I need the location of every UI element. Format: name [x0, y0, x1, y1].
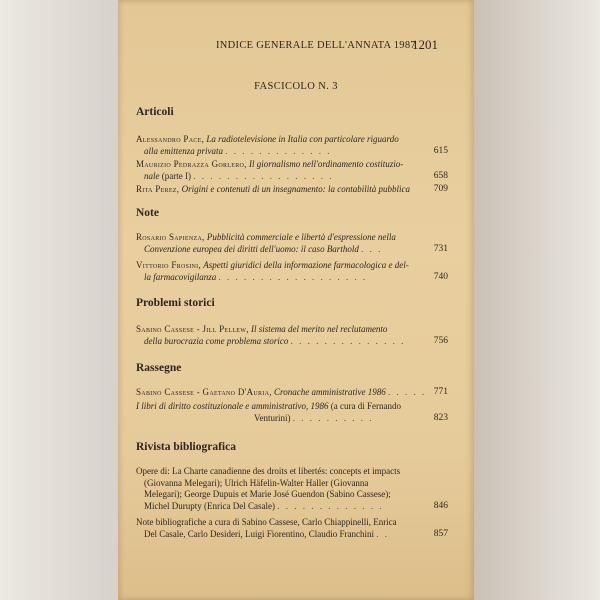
- toc-entry: Sabino Cassese - Gaetano D'Auria, Cronache amministrative 1986 . . . . . 771: [136, 387, 448, 397]
- entry-line: (Giovanna Melegari); Ulrich Häfelin-Walter Haller (Giovanna: [144, 477, 369, 488]
- entry-page: 615: [433, 145, 448, 156]
- entry-page: 740: [433, 271, 448, 282]
- entry-title: Il sistema del merito nel reclutamento: [251, 324, 388, 334]
- entry-extra: (a cura di Fernando: [330, 401, 401, 411]
- entry-page: 771: [433, 387, 448, 397]
- entry-title-cont: Convenzione europea dei diritti dell'uomo: il caso Barthold: [144, 243, 359, 254]
- entry-page: 823: [433, 412, 448, 423]
- entry-title: Cronache amministrative 1986: [274, 387, 386, 397]
- section-heading-rivista-bibliografica: Rivista bibliografica: [136, 441, 236, 453]
- toc-entry: Opere di: La Charte canadienne des droits et libertés: concepts et impacts (Giovanna Melegari); Ulrich Häfelin-Walter Haller (Giovanna Melegari); George Dupuis et Marie José Guendon (Sabino Cassese); Michel Durupty (Enrica Del Casale) . . . . . . . . . . . . . 846: [136, 466, 448, 511]
- background-left: [0, 0, 118, 600]
- entry-title: Pubblicità commerciale e libertà d'espressione nella: [206, 232, 396, 242]
- entry-author: Sabino Cassese - Jill Pellew,: [136, 324, 249, 334]
- toc-entry: Sabino Cassese - Jill Pellew, Il sistema del merito nel reclutamento della burocrazia come problema storico . . . . . . . . . . . . . . 756: [136, 324, 448, 346]
- entry-title: Aspetti giuridici della informazione farmacologica e del-: [203, 260, 409, 270]
- entry-title-cont: alla emittenza privata: [144, 145, 223, 156]
- entry-page: 731: [433, 243, 448, 254]
- entry-line: Opere di: La Charte canadienne des droits et libertés: concepts et impacts: [136, 466, 401, 476]
- running-head: INDICE GENERALE DELL'ANNATA 1987: [216, 40, 416, 51]
- entry-line: Note bibliografiche a cura di Sabino Cassese, Carlo Chiappinelli, Enrica: [136, 517, 397, 527]
- entry-author: Maurizio Pedrazza Gorlero,: [136, 159, 247, 169]
- toc-entry: Alessandro Pace, La radiotelevisione in Italia con particolare riguardo alla emittenza privata . . . . . . . . . . . . . 615: [136, 134, 448, 156]
- entry-page: 756: [433, 335, 448, 346]
- entry-title: I libri di diritto costituzionale e amministrativo, 1986: [136, 401, 329, 411]
- toc-entry: I libri di diritto costituzionale e amministrativo, 1986 (a cura di Fernando Venturini) . . . . . . . . . . 823: [136, 401, 448, 423]
- book-page: [118, 0, 474, 600]
- entry-title: La radiotelevisione in Italia con particolare riguardo: [206, 134, 399, 144]
- entry-line: Melegari); George Dupuis et Marie José Guendon (Sabino Cassese);: [144, 489, 391, 499]
- entry-page: 658: [433, 170, 448, 181]
- entry-line: Michel Durupty (Enrica Del Casale): [144, 500, 275, 511]
- toc-entry: Vittorio Frosini, Aspetti giuridici della informazione farmacologica e del- la farmacovigilanza . . . . . . . . . . . . . . . . . . 740: [136, 260, 448, 282]
- section-heading-articoli: Articoli: [136, 106, 174, 118]
- page-number: 1201: [412, 37, 438, 52]
- toc-entry: Note bibliografiche a cura di Sabino Cassese, Carlo Chiappinelli, Enrica Del Casale, Carlo Desideri, Luigi Fiorentino, Claudio Franchini . . 857: [136, 517, 448, 539]
- entry-author: Rosario Sapienza,: [136, 232, 205, 242]
- toc-entry: Rosario Sapienza, Pubblicità commerciale e libertà d'espressione nella Convenzione europea dei diritti dell'uomo: il caso Barthold . . . 731: [136, 232, 448, 254]
- entry-author: Sabino Cassese - Gaetano D'Auria,: [136, 387, 272, 397]
- entry-page: 857: [433, 528, 448, 539]
- entry-author: Alessandro Pace,: [136, 134, 205, 144]
- entry-title-cont: della burocrazia come problema storico: [144, 335, 289, 346]
- entry-title-cont: nale: [144, 170, 160, 181]
- issue-title: FASCICOLO N. 3: [254, 81, 338, 92]
- entry-page: 846: [433, 500, 448, 511]
- entry-line: Del Casale, Carlo Desideri, Luigi Fiorentino, Claudio Franchini: [144, 528, 374, 539]
- section-heading-problemi-storici: Problemi storici: [136, 297, 215, 309]
- background-right: [474, 0, 600, 600]
- section-heading-note: Note: [136, 207, 159, 219]
- toc-entry: [136, 184, 448, 196]
- entry-extra-cont: Venturini): [254, 412, 291, 423]
- entry-title: Il giornalismo nell'ordinamento costituzio-: [248, 159, 404, 169]
- entry-title-cont: la farmacovigilanza: [144, 271, 217, 282]
- entry-author: Rita Perez,: [136, 184, 180, 194]
- entry-extra: (parte I): [161, 170, 191, 181]
- toc-entry: Maurizio Pedrazza Gorlero, Il giornalismo nell'ordinamento costituzio- nale (parte I) . . . . . . . . . . . . . . . . . 658: [136, 159, 448, 181]
- entry-title: Origini e contenuti di un insegnamento: la contabilità pubblica: [181, 184, 411, 194]
- entry-author: Vittorio Frosini,: [136, 260, 201, 270]
- entry-page: 709: [433, 184, 448, 194]
- section-heading-rassegne: Rassegne: [136, 362, 182, 374]
